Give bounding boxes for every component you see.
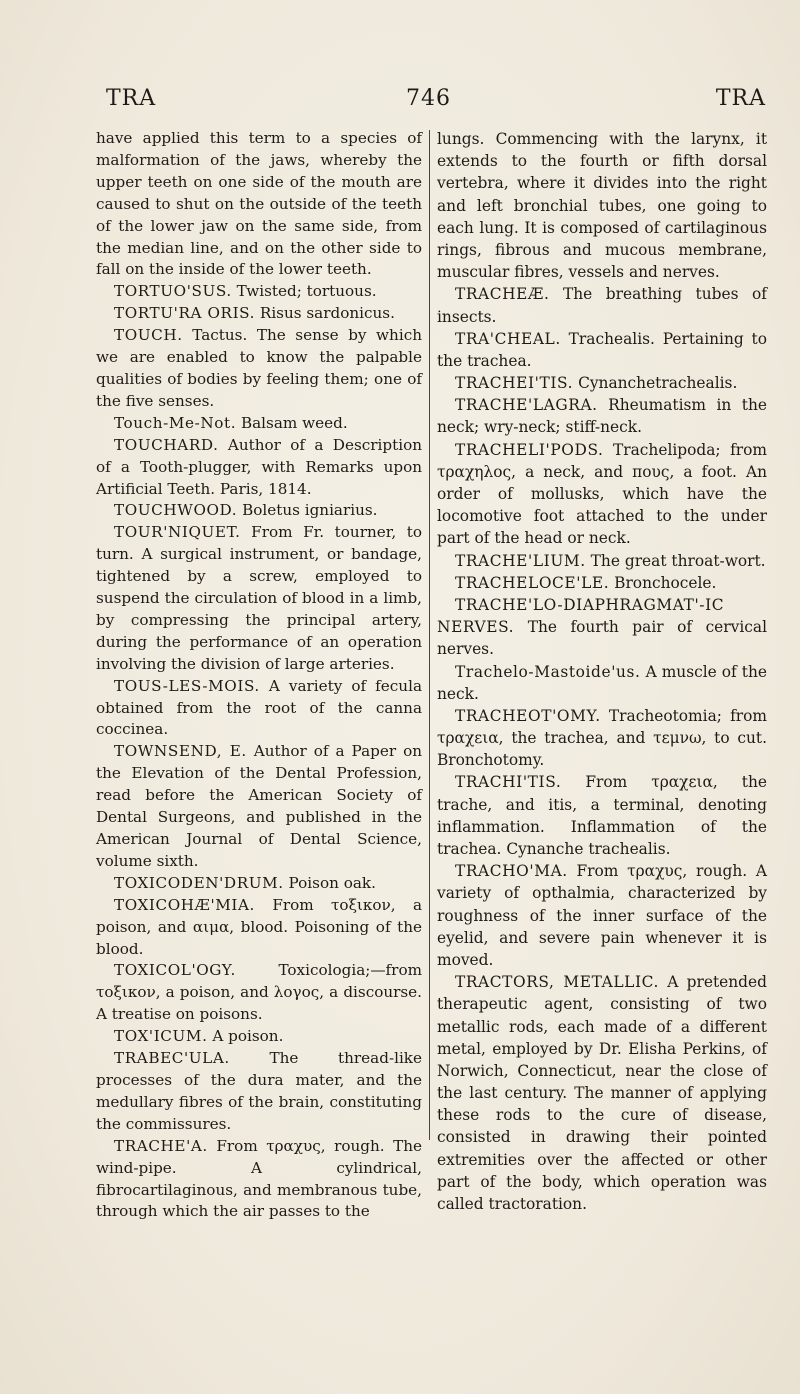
entry-headword: TOXICOL'OGY. [114, 961, 236, 980]
entry-headword: TRACTORS, METALLIC. [455, 973, 659, 992]
entry-headword: TRACHE'A. [114, 1136, 208, 1155]
dictionary-entry [96, 413, 422, 435]
header-right-guide-word: TRA [715, 86, 766, 111]
dictionary-entry [96, 1026, 422, 1048]
dictionary-entry [437, 661, 767, 705]
dictionary-entry [96, 960, 422, 1026]
dictionary-entry [96, 895, 422, 961]
dictionary-entry [96, 325, 422, 413]
dictionary-entry [437, 439, 767, 550]
entry-definition: The great throat-wort. [590, 551, 766, 570]
dictionary-entry [437, 971, 767, 1215]
entry-definition: Trachealis. Pertaining to the trachea. [437, 329, 767, 370]
dictionary-entry [96, 741, 422, 872]
entry-definition: From τραχυς, rough. The wind-pipe. A cylindrical, fibrocartilaginous, and membranous tube, through which the air passes to the [96, 1136, 422, 1221]
dictionary-entry [437, 705, 767, 772]
entry-definition: lungs. Commencing with the larynx, it extends to the fourth or fifth dorsal vertebra, where it divides into the right and left bronchial tubes, one going to each lung. It is composed of cartilaginous rings, fibrous and mucous membrane, muscular fibres, vessels and nerves. [437, 130, 767, 282]
entry-definition: Author of a Description of a Tooth-plugger, with Remarks upon Artificial Teeth. Paris, 1814. [96, 435, 422, 498]
entry-headword: TOUR'NIQUET. [114, 523, 241, 542]
dictionary-entry [437, 572, 767, 594]
entry-definition: Trachelipoda; from τραχηλος, a neck, and πους, a foot. An order of mollusks, which have the locomotive foot attached to the under part of the head or neck. [437, 440, 767, 548]
entry-definition: Cynanchetrachealis. [578, 374, 738, 393]
entry-headword: TOUCHARD. [114, 435, 219, 454]
entry-headword: TRACHE'LO-DIAPHRAGMAT'-IC NERVES. [437, 595, 725, 637]
running-header [96, 86, 766, 116]
dictionary-entry [437, 860, 767, 971]
left-column [96, 128, 422, 1223]
entry-definition: From τοξικον, a poison, and αιμα, blood. Poisoning of the blood. [96, 895, 422, 958]
dictionary-entry [96, 522, 422, 675]
entry-definition: From Fr. tourner, to turn. A surgical instrument, or bandage, tightened by a screw, employed to suspend the circulation of blood in a limb, by compressing the principal artery, during the performance of an operation involving the division of large arteries. [96, 523, 422, 673]
entry-headword: TORTUO'SUS. [114, 282, 232, 301]
dictionary-entry [96, 873, 422, 895]
entry-definition: The thread-like processes of the dura mater, and the medullary fibres of the brain, constituting the commissures. [96, 1049, 422, 1133]
entry-definition: Author of a Paper on the Elevation of the Dental Profession, read before the American Society of Dental Surgeons, and published in the American Journal of Dental Science, volume sixth. [96, 742, 422, 870]
entry-headword: TOUCHWOOD. [114, 501, 238, 520]
entry-definition: Tactus. The sense by which we are enabled to know the palpable qualities of bodies by feeling them; one of the five senses. [96, 326, 422, 410]
dictionary-entry [437, 394, 767, 438]
dictionary-entry [96, 128, 422, 281]
dictionary-entry [96, 676, 422, 742]
entry-definition: From τραχυς, rough. A variety of opthalmia, characterized by roughness of the inner surface of the eyelid, and severe pain whenever it is moved. [437, 862, 767, 969]
entry-headword: TOUCH. [114, 326, 183, 345]
entry-headword: TRACHEI'TIS. [455, 374, 574, 393]
dictionary-entry [96, 281, 422, 303]
entry-definition: Tracheotomia; from τραχεια, the trachea, and τεμνω, to cut. Bronchotomy. [437, 706, 767, 770]
entry-definition: Risus sardonicus. [259, 304, 395, 323]
entry-headword: TRACHE'LAGRA. [455, 396, 598, 415]
entry-definition: Twisted; tortuous. [236, 282, 377, 301]
entry-definition: Poison oak. [288, 873, 376, 892]
entry-headword: TRACHI'TIS. [455, 773, 562, 792]
right-column [437, 128, 767, 1215]
dictionary-entry [437, 771, 767, 860]
entry-headword: TORTU'RA ORIS. [114, 304, 256, 323]
entry-headword: TRACHELI'PODS. [455, 440, 604, 459]
entry-definition: A pretended therapeutic agent, consisting of two metallic rods, each made of a different metal, employed by Dr. Elisha Perkins, of Norwich, Connecticut, near the close of the last century. The manner of applying these rods to the cure of disease, consisted in drawing their pointed extremities over the affected or other part of the body, which operation was called tractoration. [437, 973, 767, 1213]
dictionary-entry [437, 128, 767, 283]
entry-definition: Boletus igniarius. [242, 501, 378, 520]
dictionary-entry [437, 328, 767, 372]
header-left-guide-word: TRA [106, 86, 157, 111]
entry-definition: Rheumatism in the neck; wry-neck; stiff-neck. [437, 396, 767, 437]
dictionary-entry [437, 372, 767, 394]
dictionary-entry [437, 594, 767, 661]
entry-definition: Toxicologia;—from τοξικον, a poison, and λογος, a discourse. A treatise on poisons. [96, 961, 422, 1024]
entry-definition: have applied this term to a species of malformation of the jaws, whereby the upper teeth on one side of the mouth are caused to shut on the outside of the teeth of the lower jaw on the same side, from the median line, and on the other side to fall on the inside of the lower teeth. [96, 129, 422, 279]
entry-headword: TOUS-LES-MOIS. [114, 676, 260, 695]
page-number: 746 [406, 86, 451, 111]
entry-definition: The fourth pair of cervical nerves. [437, 618, 767, 659]
dictionary-entry [437, 550, 767, 572]
entry-headword: Touch-Me-Not. [114, 413, 237, 432]
entry-headword: TRACHO'MA. [455, 862, 568, 881]
dictionary-entry [437, 283, 767, 327]
entry-headword: TRACHELOCE'LE. [455, 573, 610, 592]
entry-headword: TRACHEOT'OMY. [455, 706, 601, 725]
entry-headword: TRABEC'ULA. [114, 1049, 230, 1068]
entry-headword: TRACHEÆ. [455, 285, 550, 304]
entry-headword: TOXICODEN'DRUM. [114, 873, 284, 892]
entry-definition: From τραχεια, the trache, and itis, a terminal, denoting inflammation. Inflammation of the trachea. Cynanche trachealis. [437, 773, 767, 858]
entry-definition: Bronchocele. [614, 573, 717, 592]
entry-definition: Balsam weed. [240, 413, 348, 432]
dictionary-entry [96, 1048, 422, 1136]
entry-headword: TRACHE'LIUM. [455, 551, 586, 570]
entry-headword: Trachelo-Mastoide'us. [455, 662, 641, 681]
column-divider [429, 130, 430, 1140]
entry-headword: TOWNSEND, E. [114, 742, 247, 761]
dictionary-entry [96, 435, 422, 501]
dictionary-entry [96, 500, 422, 522]
entry-definition: The breathing tubes of insects. [437, 285, 767, 326]
entry-headword: TRA'CHEAL. [455, 329, 561, 348]
entry-definition: A poison. [212, 1027, 284, 1046]
dictionary-entry [96, 303, 422, 325]
entry-definition: A muscle of the neck. [437, 662, 767, 703]
entry-headword: TOX'ICUM. [114, 1027, 208, 1046]
entry-headword: TOXICOHÆ'MIA. [114, 895, 255, 914]
entry-definition: A variety of fecula obtained from the root of the canna coccinea. [96, 676, 422, 739]
dictionary-entry [96, 1136, 422, 1224]
